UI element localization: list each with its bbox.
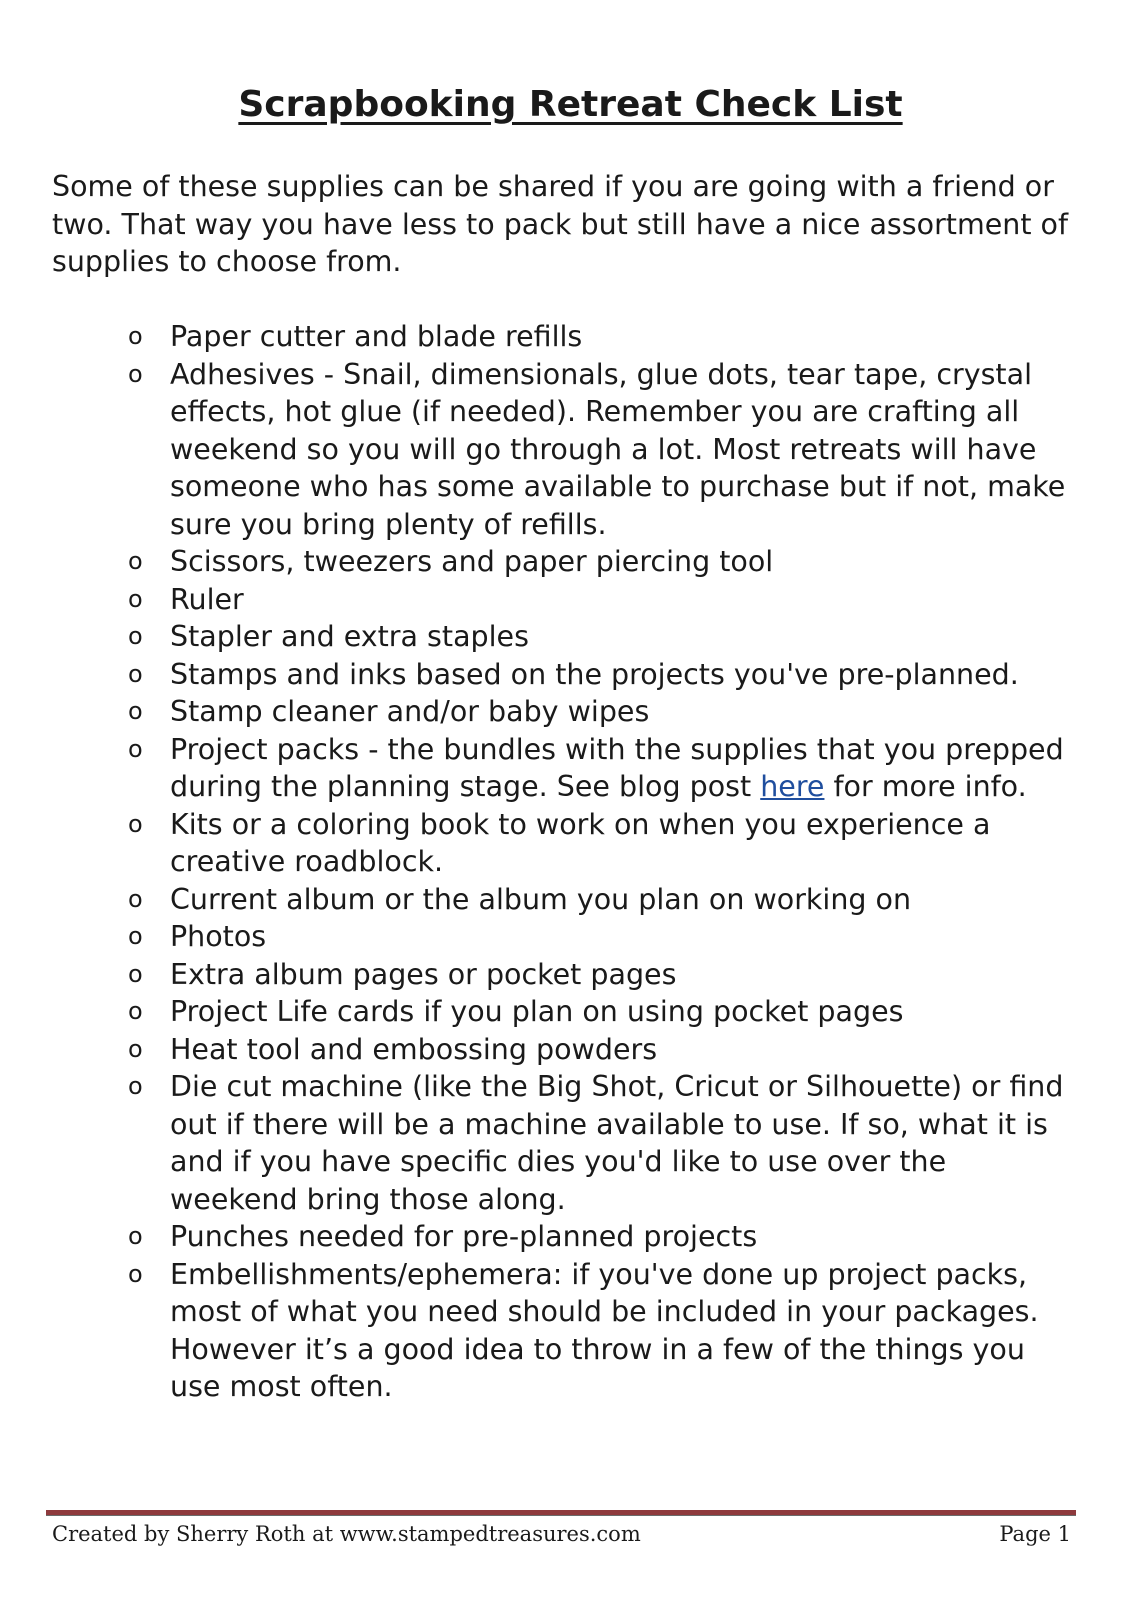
list-item xyxy=(0,618,1072,656)
list-item xyxy=(0,993,1072,1031)
list-item xyxy=(0,543,1072,581)
bullet-icon: o xyxy=(128,1034,143,1063)
list-item-text: Stamp cleaner and/or baby wipes xyxy=(170,695,650,728)
list-item-text: Die cut machine (like the Big Shot, Cricut or Silhouette) or find out if there will be a machine available to use. If so, what it is and if you have specific dies you'd like to use over the weekend bring those along. xyxy=(170,1070,1064,1216)
list-item xyxy=(0,806,1072,881)
list-item-text-after-link: for more info. xyxy=(824,770,1027,803)
bullet-icon: o xyxy=(128,809,143,838)
list-item xyxy=(0,956,1072,994)
list-item xyxy=(0,318,1072,356)
list-item-text: Embellishments/ephemera: if you've done up project packs, most of what you need should be included in your packages. However it’s a good idea to throw in a few of the things you use most often. xyxy=(170,1257,1039,1403)
supply-checklist xyxy=(0,318,1072,1406)
page-number: Page 1 xyxy=(999,1522,1071,1546)
list-item xyxy=(0,918,1072,956)
list-item-text: Stapler and extra staples xyxy=(170,620,529,653)
list-item xyxy=(0,693,1072,731)
bullet-icon: o xyxy=(128,734,143,763)
bullet-icon: o xyxy=(128,997,143,1025)
footer-divider xyxy=(46,1510,1076,1516)
blog-post-link[interactable]: here xyxy=(760,770,825,803)
bullet-icon: o xyxy=(128,1072,143,1100)
list-item-text: Extra album pages or pocket pages xyxy=(170,957,677,991)
list-item-text: Scissors, tweezers and paper piercing tool xyxy=(170,545,774,578)
footer-credit: Created by Sherry Roth at www.stampedtreasures.com xyxy=(52,1522,641,1546)
bullet-icon: o xyxy=(128,322,143,350)
list-item xyxy=(0,1218,1072,1256)
list-item-text: Adhesives - Snail, dimensionals, glue dots, tear tape, crystal effects, hot glue (if needed). Remember you are crafting all weekend so you will go through a lot. Most retreats will have someone who has some available to purchase but if not, make sure you bring plenty of refills. xyxy=(170,357,1066,541)
document-title: Scrapbooking Retreat Check List xyxy=(238,84,903,125)
bullet-icon: o xyxy=(128,359,143,388)
bullet-icon: o xyxy=(128,922,143,950)
list-item xyxy=(0,1256,1072,1406)
list-item xyxy=(0,881,1072,919)
list-item xyxy=(0,656,1072,694)
bullet-icon: o xyxy=(128,584,143,613)
bullet-icon: o xyxy=(128,659,143,688)
list-item-text: Project Life cards if you plan on using pocket pages xyxy=(170,995,904,1028)
list-item-text: Ruler xyxy=(170,582,244,616)
bullet-icon: o xyxy=(128,547,143,575)
bullet-icon: o xyxy=(128,959,143,988)
list-item-text: Heat tool and embossing powders xyxy=(170,1032,658,1066)
list-item-text: Current album or the album you plan on working on xyxy=(170,882,912,916)
bullet-icon: o xyxy=(128,697,143,725)
list-item xyxy=(0,1068,1072,1218)
list-item xyxy=(0,731,1072,806)
list-item-text-before-link: Project packs - the bundles with the supplies that you prepped during the planning stage. See blog post xyxy=(170,732,1064,803)
list-item xyxy=(0,356,1072,544)
list-item xyxy=(0,581,1072,619)
list-item-text: Punches needed for pre-planned projects xyxy=(170,1220,758,1253)
bullet-icon: o xyxy=(128,622,143,650)
intro-paragraph: Some of these supplies can be shared if you are going with a friend or two. That way you have less to pack but still have a nice assortment of supplies to choose from. xyxy=(52,170,1069,278)
bullet-icon: o xyxy=(128,1259,143,1288)
list-item xyxy=(0,1031,1072,1069)
bullet-icon: o xyxy=(128,1222,143,1250)
list-item-text: Kits or a coloring book to work on when you experience a creative roadblock. xyxy=(170,807,991,878)
list-item-text: Paper cutter and blade refills xyxy=(170,320,583,353)
list-item-text: Photos xyxy=(170,920,267,953)
bullet-icon: o xyxy=(128,884,143,913)
list-item-text: Stamps and inks based on the projects you've pre-planned. xyxy=(170,657,1019,691)
